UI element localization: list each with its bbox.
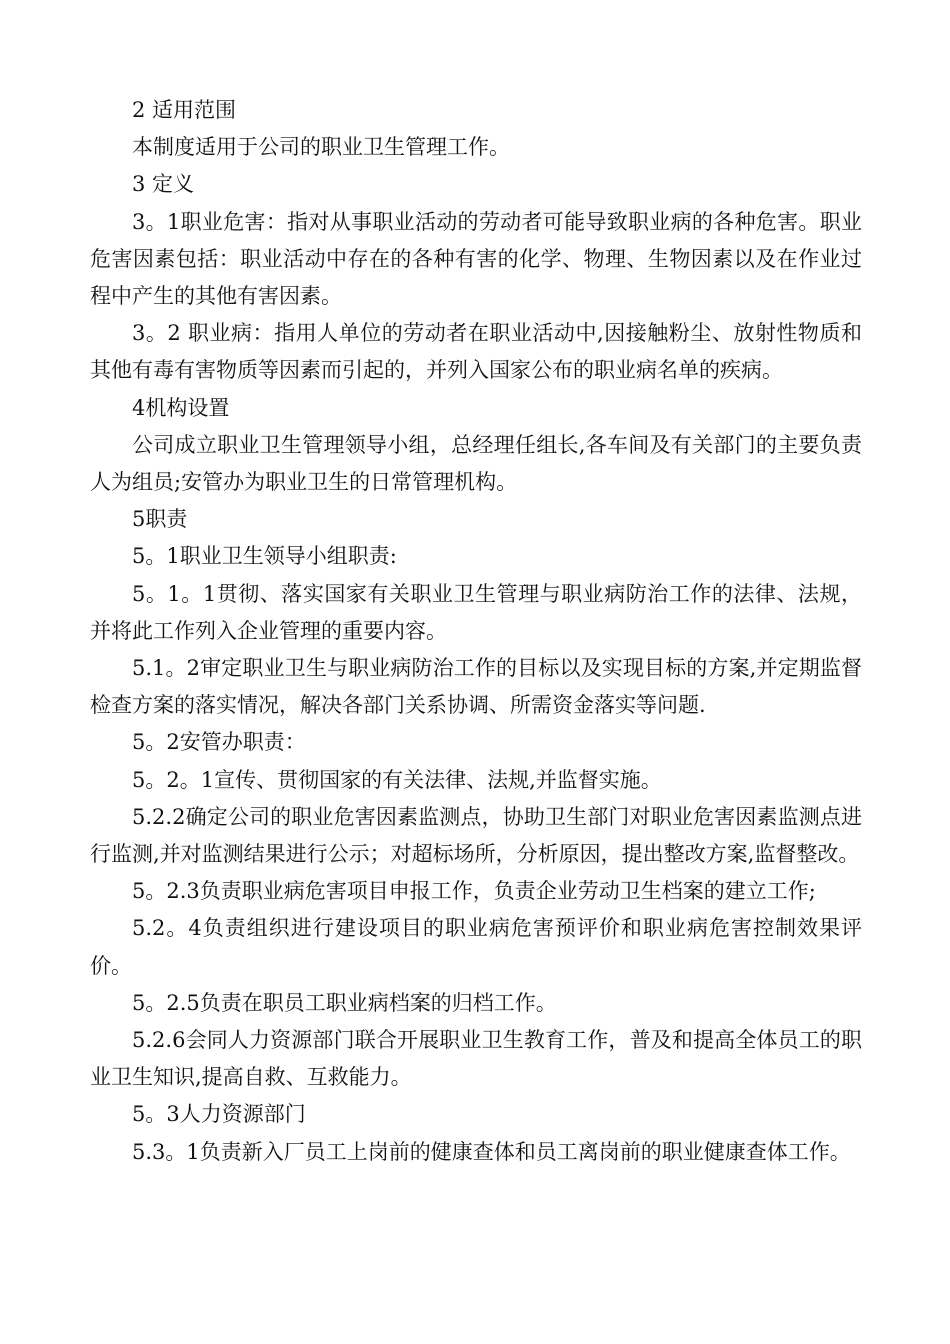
- clause-5-2-6: 5.2.6会同人力资源部门联合开展职业卫生教育工作，普及和提高全体员工的职业卫生知识,提高自救、互救能力。: [90, 1028, 862, 1090]
- clause-5-2-4: 5.2。4负责组织进行建设项目的职业病危害预评价和职业病危害控制效果评价。: [90, 916, 862, 978]
- clause-5-2-2: 5.2.2确定公司的职业危害因素监测点，协助卫生部门对职业危害因素监测点进行监测,并对监测结果进行公示；对超标场所，分析原因，提出整改方案,监督整改。: [90, 804, 862, 867]
- scope-text: 本制度适用于公司的职业卫生管理工作。: [132, 135, 510, 160]
- subsection-heading-leadership-group: 5。1职业卫生领导小组职责:: [132, 544, 397, 569]
- section-heading-organization: 4机构设置: [132, 395, 230, 420]
- clause-5-1-1: 5。1。1贯彻、落实国家有关职业卫生管理与职业病防治工作的法律、法规，并将此工作列入企业管理的重要内容。: [90, 581, 862, 643]
- definition-occupational-hazard: 3。1职业危害：指对从事职业活动的劳动者可能导致职业病的各种危害。职业危害因素包括：职业活动中存在的各种有害的化学、物理、生物因素以及在作业过程中产生的其他有害因素。: [90, 209, 862, 309]
- clause-5-2-5: 5。2.5负责在职员工职业病档案的归档工作。: [132, 990, 557, 1015]
- subsection-heading-hr-department: 5。3人力资源部门: [132, 1102, 306, 1127]
- clause-5-1-2: 5.1。2审定职业卫生与职业病防治工作的目标以及实现目标的方案,并定期监督检查方案的落实情况，解决各部门关系协调、所需资金落实等问题.: [90, 656, 862, 718]
- subsection-heading-safety-office: 5。2安管办职责：: [132, 730, 306, 755]
- document-body: [90, 92, 862, 1171]
- definition-occupational-disease: 3。2 职业病：指用人单位的劳动者在职业活动中,因接触粉尘、放射性物质和其他有毒有害物质等因素而引起的，并列入国家公布的职业病名单的疾病。: [90, 321, 862, 383]
- clause-5-3-1: 5.3。1负责新入厂员工上岗前的健康查体和员工离岗前的职业健康查体工作。: [132, 1139, 851, 1164]
- section-heading-scope: 2 适用范围: [132, 98, 237, 122]
- section-heading-definitions: 3 定义: [132, 172, 195, 197]
- clause-5-2-1: 5。2。1宣传、贯彻国家的有关法律、法规,并监督实施。: [132, 767, 662, 792]
- section-heading-responsibilities: 5职责: [132, 507, 188, 532]
- organization-text: 公司成立职业卫生管理领导小组，总经理任组长,各车间及有关部门的主要负责人为组员;安管办为职业卫生的日常管理机构。: [90, 432, 862, 495]
- clause-5-2-3: 5。2.3负责职业病危害项目申报工作，负责企业劳动卫生档案的建立工作;: [132, 879, 816, 904]
